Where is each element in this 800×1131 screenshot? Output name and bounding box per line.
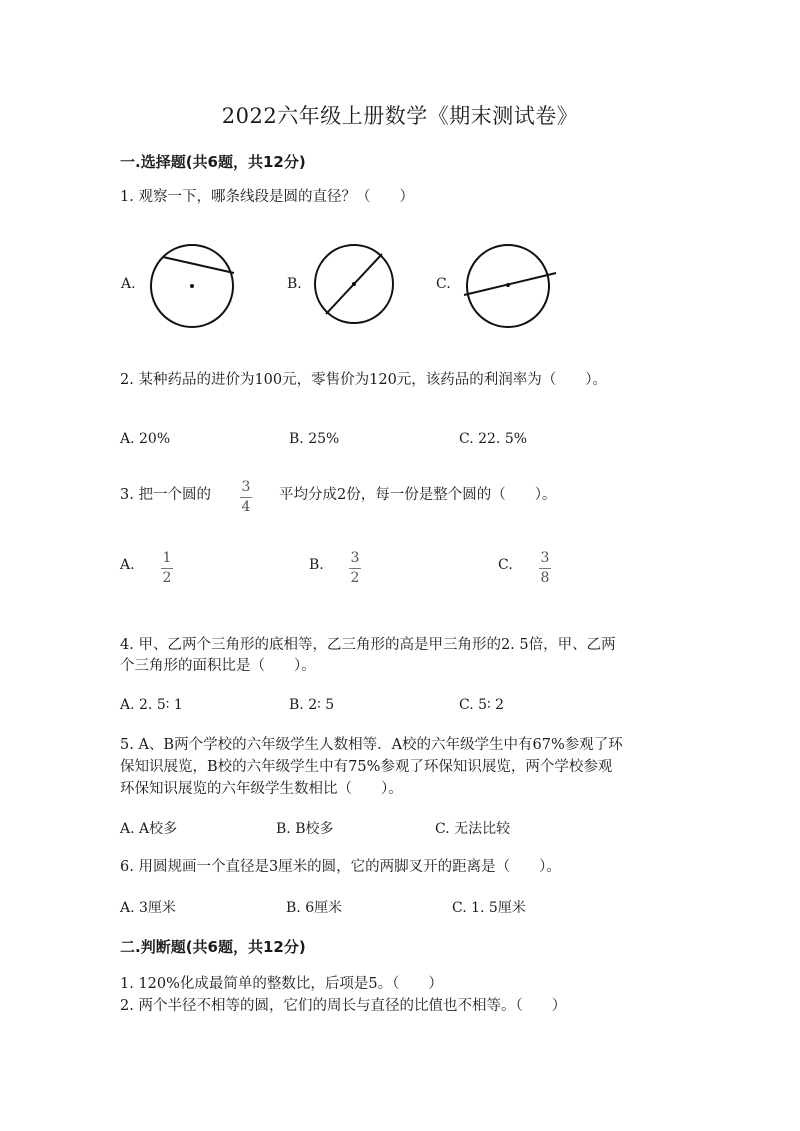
question-3-stem-end: 平均分成2份，每一份是整个圆的（ ）。 (279, 487, 557, 503)
true-false-item-2: 2. 两个半径不相等的圆，它们的周长与直径的比值也不相等。（ ） (120, 998, 567, 1014)
fraction-bar (349, 568, 361, 569)
fraction-numerator: 3 (241, 479, 251, 495)
q3-stem-fraction (240, 480, 252, 514)
fraction-numerator: 3 (540, 550, 550, 566)
fraction-numerator: 3 (350, 550, 360, 566)
q5-option-c: C. 无法比较 (435, 821, 511, 837)
question-2-stem: 2. 某种药品的进价为100元，零售价为120元，该药品的利润率为（ ）。 (120, 372, 608, 388)
q1-option-a-label: A. (121, 276, 136, 292)
question-1-stem: 1. 观察一下，哪条线段是圆的直径？（ ） (120, 189, 414, 205)
q3-option-b-fraction (349, 551, 361, 585)
fraction-denominator: 2 (162, 570, 172, 586)
q6-option-a: A. 3厘米 (120, 900, 176, 916)
question-3-stem-start: 3. 把一个圆的 (120, 487, 211, 503)
q3-option-b-label: B. (309, 557, 324, 573)
section-heading-choice: 一.选择题(共6题，共12分) (120, 153, 306, 171)
q3-option-c-label: C. (498, 557, 513, 573)
q1-option-c-label: C. (436, 276, 451, 292)
q4-option-b: B. 2∶ 5 (289, 697, 335, 713)
fraction-bar (161, 568, 173, 569)
question-4-stem-line-1: 4. 甲、乙两个三角形的底相等，乙三角形的高是甲三角形的2. 5倍，甲、乙两 (120, 637, 616, 653)
question-4-stem-line-2: 个三角形的面积比是（ ）。 (120, 658, 316, 674)
q4-option-c: C. 5∶ 2 (459, 697, 505, 713)
q5-option-a: A. A校多 (120, 821, 178, 837)
q3-option-a-fraction (161, 551, 173, 585)
fraction-bar (240, 497, 252, 498)
q5-option-b: B. B校多 (276, 821, 334, 837)
q3-option-a-label: A. (120, 557, 135, 573)
q6-option-b: B. 6厘米 (286, 900, 343, 916)
q3-option-c-fraction (539, 551, 551, 585)
q1-option-b-label: B. (287, 276, 302, 292)
q2-option-b: B. 25% (289, 431, 340, 447)
q2-option-a: A. 20% (120, 431, 171, 447)
question-5-stem-line-2: 保知识展览，B校的六年级学生中有75%参观了环保知识展览，两个学校参观 (120, 759, 613, 775)
fraction-denominator: 8 (540, 570, 550, 586)
circle-figure-a (148, 243, 238, 333)
fraction-denominator: 4 (241, 499, 251, 515)
question-5-stem-line-1: 5. A、B两个学校的六年级学生人数相等．A校的六年级学生中有67%参观了环 (120, 737, 623, 753)
section-heading-true-false: 二.判断题(共6题，共12分) (120, 938, 306, 956)
circle-figure-b (314, 243, 404, 333)
question-6-stem: 6. 用圆规画一个直径是3厘米的圆，它的两脚叉开的距离是（ ）。 (120, 859, 561, 875)
q6-option-c: C. 1. 5厘米 (452, 900, 526, 916)
circle-figure-c (462, 243, 562, 333)
q4-option-a: A. 2. 5∶ 1 (120, 697, 183, 713)
fraction-denominator: 2 (350, 570, 360, 586)
fraction-numerator: 1 (162, 550, 172, 566)
true-false-item-1: 1. 120%化成最简单的整数比，后项是5。（ ） (120, 976, 443, 992)
page-title: 2022六年级上册数学《期末测试卷》 (221, 104, 579, 128)
fraction-bar (539, 568, 551, 569)
question-5-stem-line-3: 环保知识展览的六年级学生数相比（ ）。 (120, 781, 403, 797)
q2-option-c: C. 22. 5% (459, 431, 528, 447)
